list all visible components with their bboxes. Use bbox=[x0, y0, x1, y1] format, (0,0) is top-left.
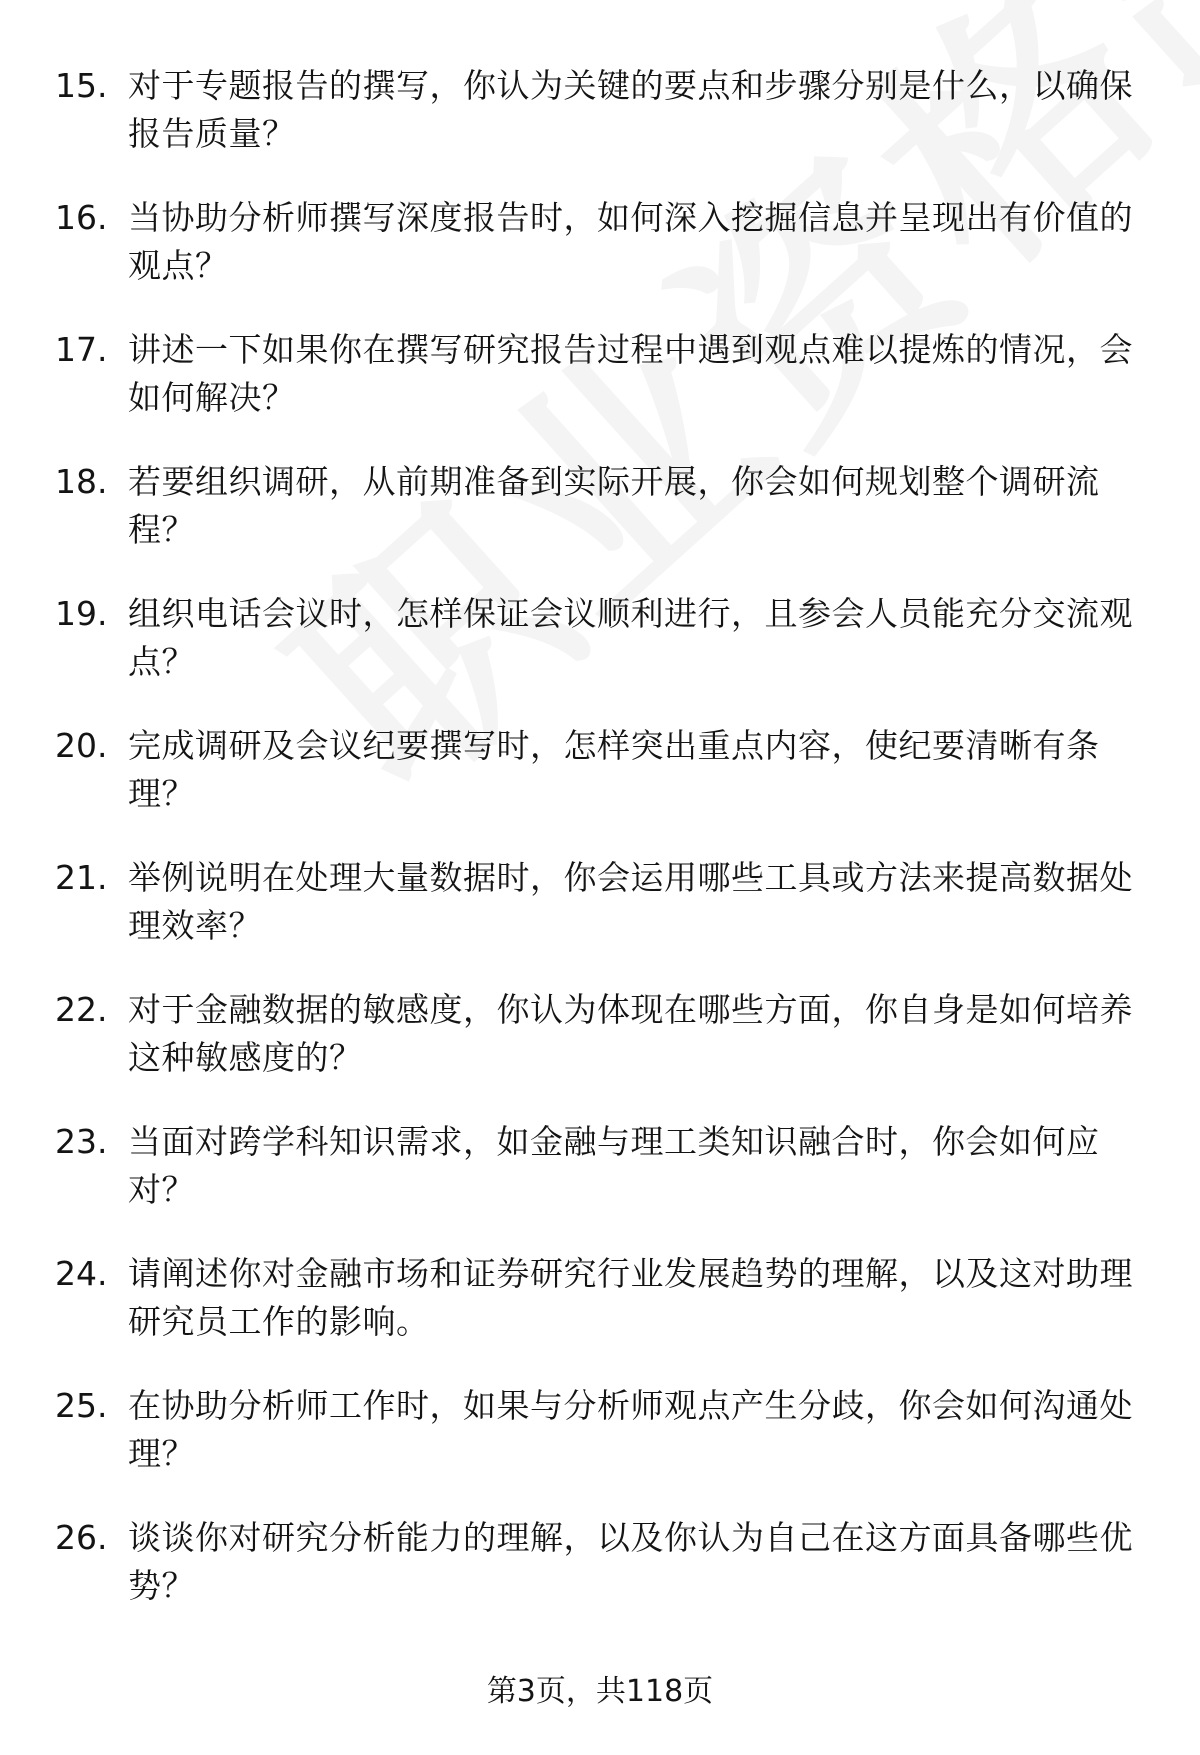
question-text: 在协助分析师工作时，如果与分析师观点产生分歧，你会如何沟通处理？ bbox=[128, 1386, 1133, 1473]
question-item bbox=[0, 986, 1200, 1118]
question-text: 对于专题报告的撰写，你认为关键的要点和步骤分别是什么，以确保报告质量？ bbox=[128, 66, 1133, 153]
question-item bbox=[0, 458, 1200, 590]
question-number: 16. bbox=[55, 198, 108, 237]
question-number: 18. bbox=[55, 462, 108, 501]
question-item bbox=[0, 722, 1200, 854]
question-number: 23. bbox=[55, 1122, 108, 1161]
question-text: 对于金融数据的敏感度，你认为体现在哪些方面，你自身是如何培养这种敏感度的？ bbox=[128, 990, 1133, 1077]
question-number: 22. bbox=[55, 990, 108, 1029]
question-item bbox=[0, 326, 1200, 458]
question-text: 请阐述你对金融市场和证券研究行业发展趋势的理解，以及这对助理研究员工作的影响。 bbox=[128, 1254, 1133, 1341]
question-number: 25. bbox=[55, 1386, 108, 1425]
question-item bbox=[0, 1514, 1200, 1646]
question-item bbox=[0, 194, 1200, 326]
question-item bbox=[0, 1382, 1200, 1514]
question-item bbox=[0, 62, 1200, 194]
question-number: 17. bbox=[55, 330, 108, 369]
question-number: 20. bbox=[55, 726, 108, 765]
question-item bbox=[0, 1250, 1200, 1382]
question-list bbox=[0, 62, 1200, 1646]
question-text: 若要组织调研，从前期准备到实际开展，你会如何规划整个调研流程？ bbox=[128, 462, 1100, 549]
question-item bbox=[0, 590, 1200, 722]
question-text: 举例说明在处理大量数据时，你会运用哪些工具或方法来提高数据处理效率？ bbox=[128, 858, 1133, 945]
question-number: 21. bbox=[55, 858, 108, 897]
question-text: 讲述一下如果你在撰写研究报告过程中遇到观点难以提炼的情况，会如何解决？ bbox=[128, 330, 1133, 417]
question-number: 19. bbox=[55, 594, 108, 633]
question-item bbox=[0, 1118, 1200, 1250]
question-number: 15. bbox=[55, 66, 108, 105]
page-footer: 第3页，共118页 bbox=[486, 1674, 714, 1709]
question-number: 24. bbox=[55, 1254, 108, 1293]
question-text: 当面对跨学科知识需求，如金融与理工类知识融合时，你会如何应对？ bbox=[128, 1122, 1100, 1209]
question-text: 完成调研及会议纪要撰写时，怎样突出重点内容，使纪要清晰有条理？ bbox=[128, 726, 1100, 813]
question-text: 当协助分析师撰写深度报告时，如何深入挖掘信息并呈现出有价值的观点？ bbox=[128, 198, 1133, 285]
question-item bbox=[0, 854, 1200, 986]
question-text: 谈谈你对研究分析能力的理解，以及你认为自己在这方面具备哪些优势？ bbox=[128, 1518, 1133, 1605]
question-text: 组织电话会议时，怎样保证会议顺利进行，且参会人员能充分交流观点？ bbox=[128, 594, 1133, 681]
question-number: 26. bbox=[55, 1518, 108, 1557]
